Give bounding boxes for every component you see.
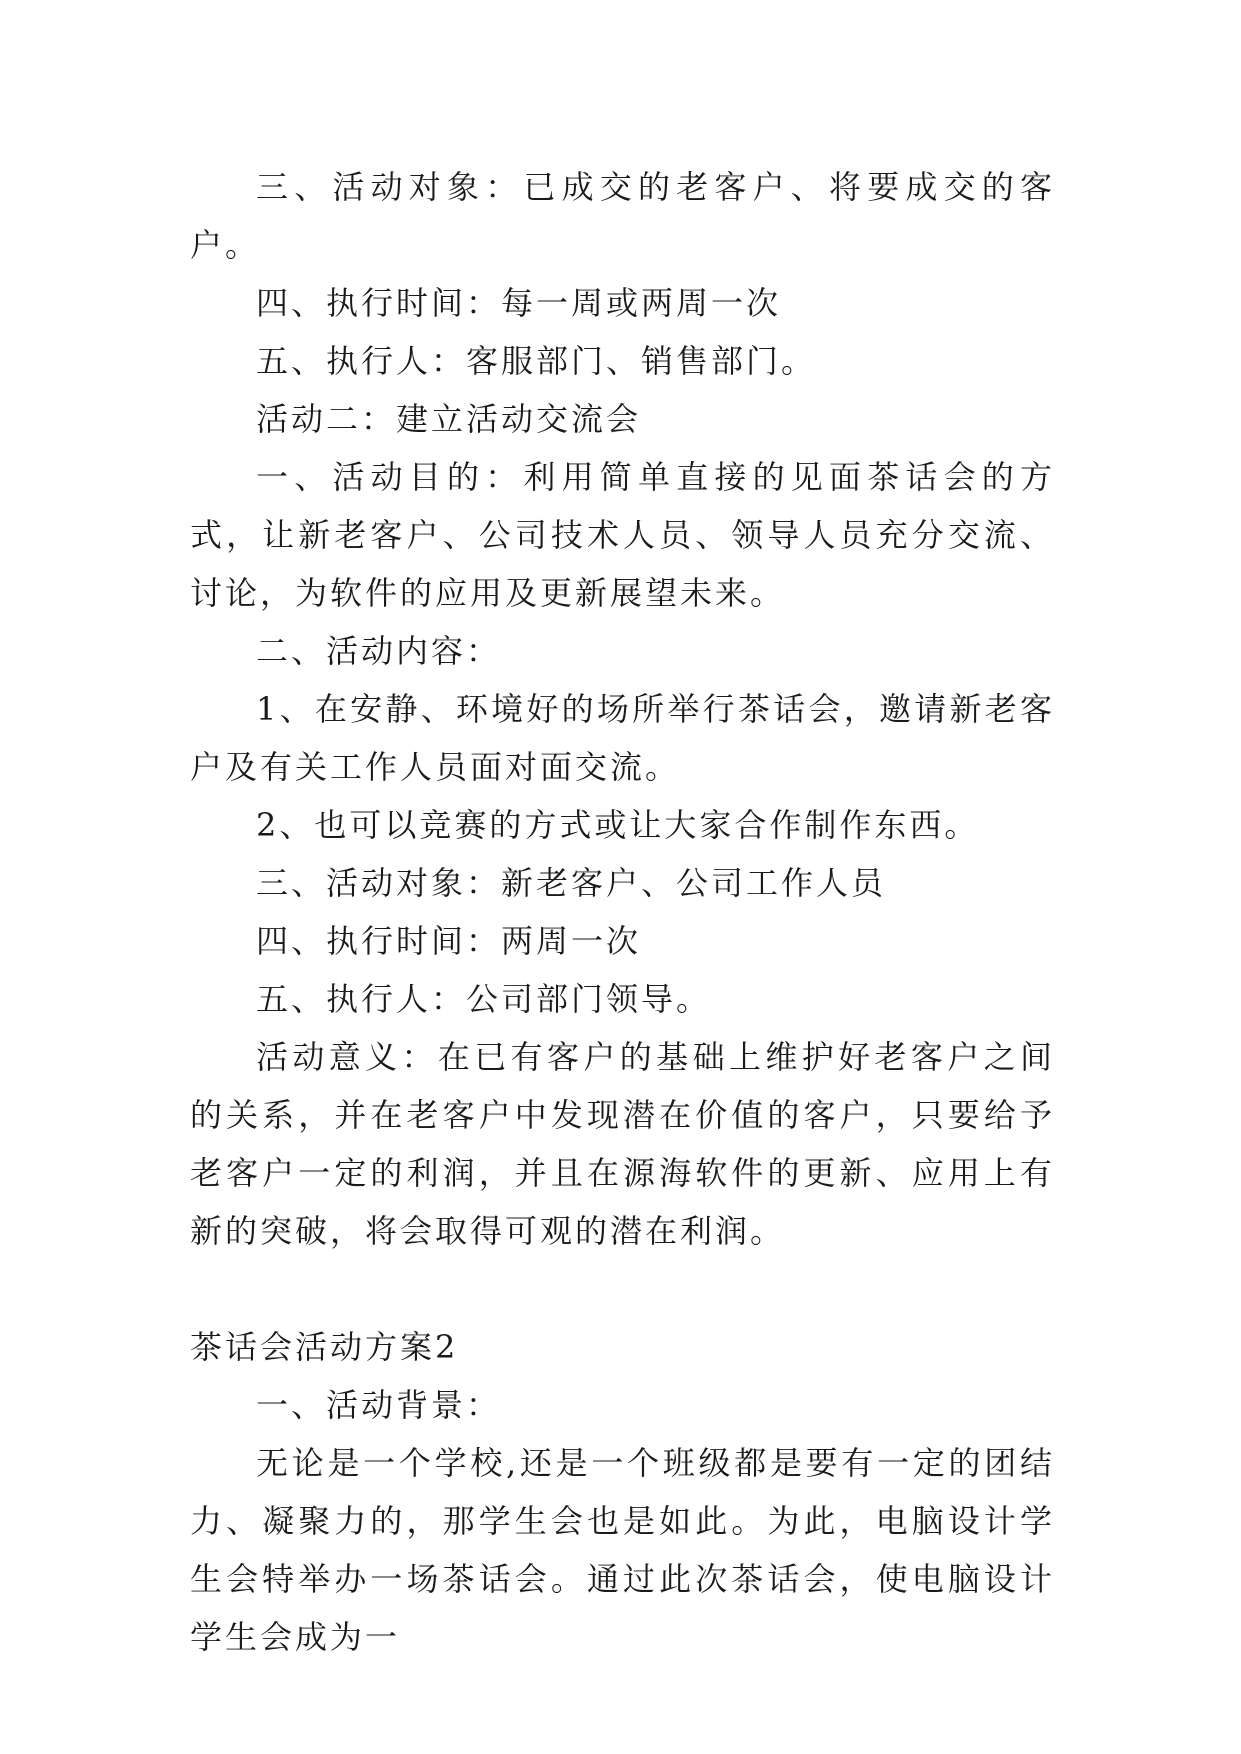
paragraph-executor: 五、执行人：客服部门、销售部门。 xyxy=(256,342,817,380)
paragraph-target-audience-2: 三、活动对象：新老客户、公司工作人员 xyxy=(256,864,887,902)
paragraph-activity-content-heading: 二、活动内容： xyxy=(256,632,502,670)
paragraph-content-item-2: 2、也可以竞赛的方式或让大家合作制作东西。 xyxy=(256,806,980,844)
paragraph-background-heading: 一、活动背景： xyxy=(256,1386,502,1424)
paragraph-content-item-1: 1、在安静、环境好的场所举行茶话会，邀请新老客户及有关工作人员面对面交流。 xyxy=(190,690,1055,786)
paragraph-activity-two-heading: 活动二：建立活动交流会 xyxy=(256,400,642,438)
document-body xyxy=(190,158,1055,1666)
paragraph-activity-purpose: 一、活动目的：利用简单直接的见面茶话会的方式，让新老客户、公司技术人员、领导人员充分交流、讨论，为软件的应用及更新展望未来。 xyxy=(190,458,1055,612)
paragraph-execution-time-2: 四、执行时间：两周一次 xyxy=(256,922,642,960)
paragraph-activity-significance: 活动意义：在已有客户的基础上维护好老客户之间的关系，并在老客户中发现潜在价值的客户，只要给予老客户一定的利润，并且在源海软件的更新、应用上有新的突破，将会取得可观的潜在利润。 xyxy=(190,1038,1055,1250)
paragraph-background-text: 无论是一个学校,还是一个班级都是要有一定的团结力、凝聚力的，那学生会也是如此。为此，电脑设计学生会特举办一场茶话会。通过此次茶话会，使电脑设计学生会成为一 xyxy=(190,1444,1055,1656)
paragraph-executor-2: 五、执行人：公司部门领导。 xyxy=(256,980,712,1018)
paragraph-target-audience: 三、活动对象：已成交的老客户、将要成交的客户。 xyxy=(190,168,1055,264)
section-title: 茶话会活动方案2 xyxy=(190,1328,459,1366)
paragraph-execution-time: 四、执行时间：每一周或两周一次 xyxy=(256,284,782,322)
